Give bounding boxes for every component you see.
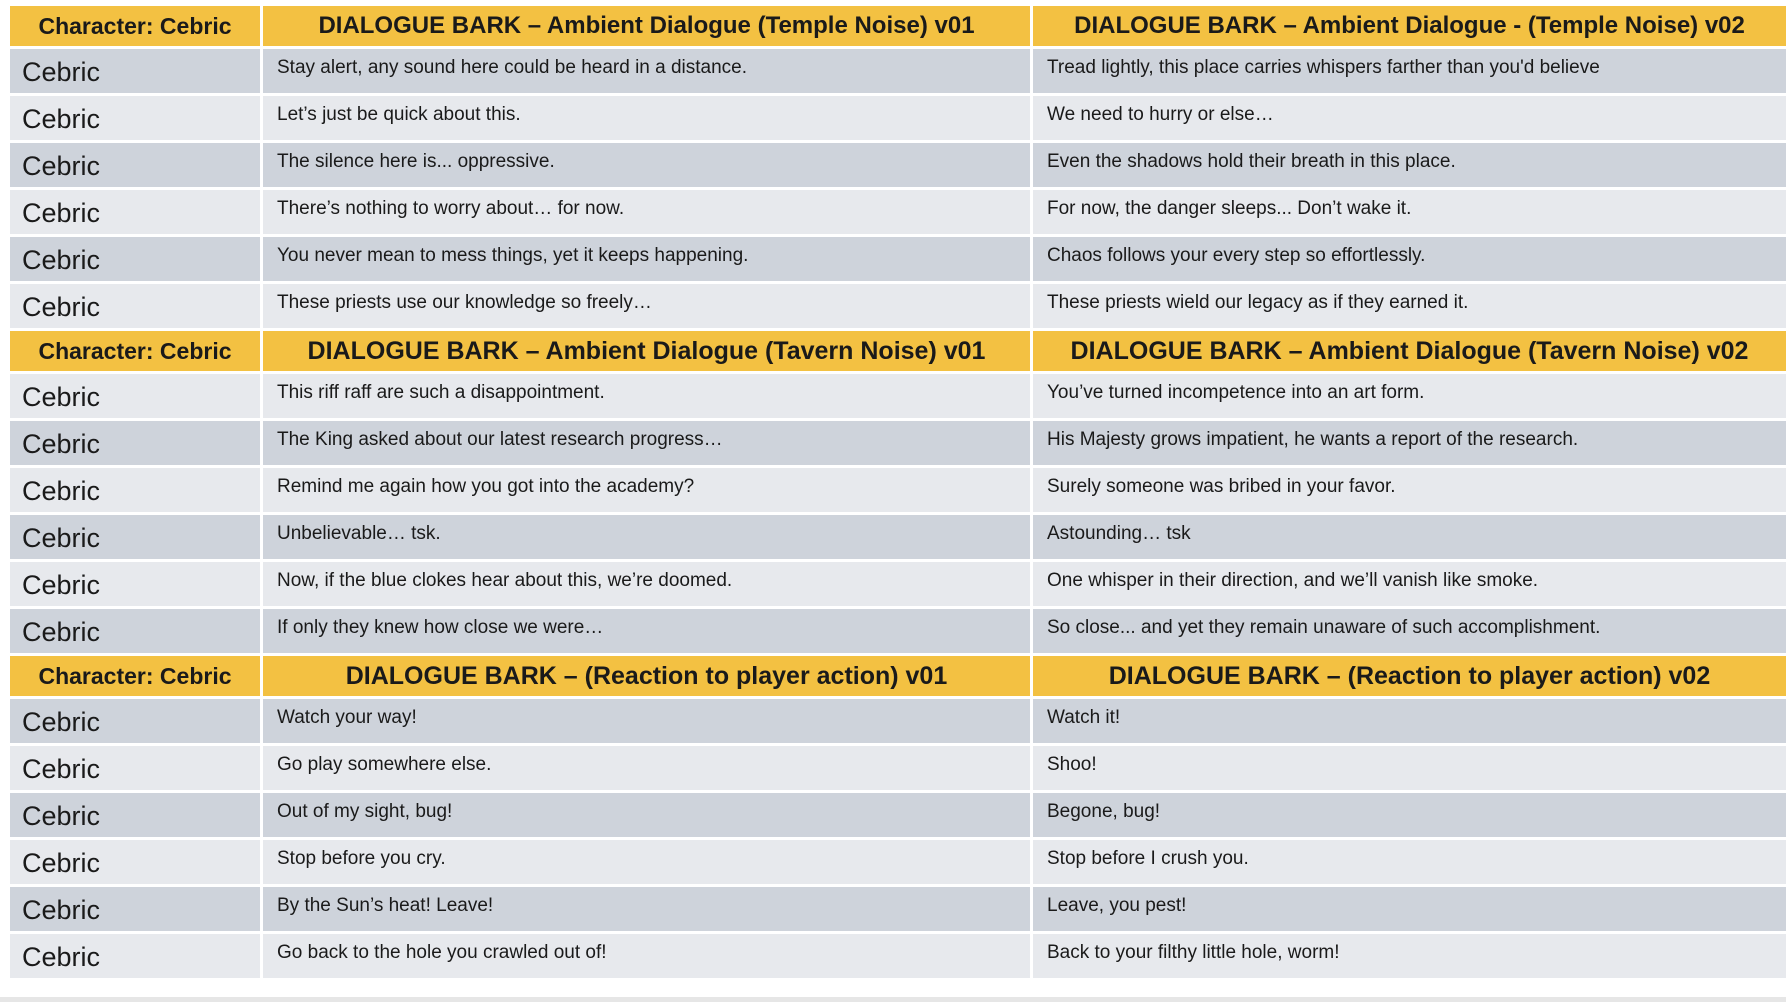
character-cell[interactable]: Cebric (10, 374, 260, 418)
v02-header[interactable]: DIALOGUE BARK – Ambient Dialogue - (Temple Noise) v02 (1033, 6, 1786, 46)
character-cell[interactable]: Cebric (10, 96, 260, 140)
v02-cell[interactable]: We need to hurry or else… (1033, 96, 1786, 140)
table-row (10, 49, 1786, 93)
v02-cell[interactable]: Even the shadows hold their breath in this place. (1033, 143, 1786, 187)
v02-cell[interactable]: Surely someone was bribed in your favor. (1033, 468, 1786, 512)
character-header[interactable]: Character: Cebric (10, 656, 260, 696)
v01-cell[interactable]: Go play somewhere else. (263, 746, 1030, 790)
table-row (10, 468, 1786, 512)
v01-cell[interactable]: The silence here is... oppressive. (263, 143, 1030, 187)
v02-header[interactable]: DIALOGUE BARK – (Reaction to player action) v02 (1033, 656, 1786, 696)
character-cell[interactable]: Cebric (10, 699, 260, 743)
bottom-divider (0, 997, 1786, 1002)
table-row (10, 374, 1786, 418)
v02-cell[interactable]: His Majesty grows impatient, he wants a report of the research. (1033, 421, 1786, 465)
character-cell[interactable]: Cebric (10, 468, 260, 512)
v01-cell[interactable]: There’s nothing to worry about… for now. (263, 190, 1030, 234)
v01-cell[interactable]: Remind me again how you got into the academy? (263, 468, 1030, 512)
section-header-reaction (10, 656, 1786, 696)
character-cell[interactable]: Cebric (10, 284, 260, 328)
v02-header[interactable]: DIALOGUE BARK – Ambient Dialogue (Tavern Noise) v02 (1033, 331, 1786, 371)
v02-cell[interactable]: So close... and yet they remain unaware of such accomplishment. (1033, 609, 1786, 653)
v01-cell[interactable]: The King asked about our latest research progress… (263, 421, 1030, 465)
v01-cell[interactable]: Stop before you cry. (263, 840, 1030, 884)
section-header-temple (10, 6, 1786, 46)
character-cell[interactable]: Cebric (10, 237, 260, 281)
v01-cell[interactable]: Now, if the blue clokes hear about this, we’re doomed. (263, 562, 1030, 606)
v01-header[interactable]: DIALOGUE BARK – (Reaction to player action) v01 (263, 656, 1030, 696)
v01-cell[interactable]: If only they knew how close we were… (263, 609, 1030, 653)
character-cell[interactable]: Cebric (10, 49, 260, 93)
dialogue-bark-sheet (7, 3, 1786, 981)
v01-cell[interactable]: Out of my sight, bug! (263, 793, 1030, 837)
character-cell[interactable]: Cebric (10, 515, 260, 559)
v02-cell[interactable]: These priests wield our legacy as if they earned it. (1033, 284, 1786, 328)
v02-cell[interactable]: One whisper in their direction, and we’ll vanish like smoke. (1033, 562, 1786, 606)
v02-cell[interactable]: Shoo! (1033, 746, 1786, 790)
character-cell[interactable]: Cebric (10, 840, 260, 884)
table-row (10, 840, 1786, 884)
table-row (10, 562, 1786, 606)
v02-cell[interactable]: Tread lightly, this place carries whispers farther than you'd believe (1033, 49, 1786, 93)
v01-cell[interactable]: By the Sun’s heat! Leave! (263, 887, 1030, 931)
table-row (10, 793, 1786, 837)
v02-cell[interactable]: Stop before I crush you. (1033, 840, 1786, 884)
table-row (10, 284, 1786, 328)
v01-cell[interactable]: Unbelievable… tsk. (263, 515, 1030, 559)
character-header[interactable]: Character: Cebric (10, 6, 260, 46)
character-cell[interactable]: Cebric (10, 934, 260, 978)
table-row (10, 887, 1786, 931)
v01-header[interactable]: DIALOGUE BARK – Ambient Dialogue (Tavern Noise) v01 (263, 331, 1030, 371)
table-row (10, 421, 1786, 465)
v02-cell[interactable]: Chaos follows your every step so effortlessly. (1033, 237, 1786, 281)
table-row (10, 934, 1786, 978)
v02-cell[interactable]: Astounding… tsk (1033, 515, 1786, 559)
v01-cell[interactable]: This riff raff are such a disappointment. (263, 374, 1030, 418)
character-cell[interactable]: Cebric (10, 887, 260, 931)
table-row (10, 746, 1786, 790)
character-cell[interactable]: Cebric (10, 421, 260, 465)
table-row (10, 515, 1786, 559)
table-row (10, 190, 1786, 234)
v02-cell[interactable]: You’ve turned incompetence into an art form. (1033, 374, 1786, 418)
character-cell[interactable]: Cebric (10, 609, 260, 653)
character-cell[interactable]: Cebric (10, 190, 260, 234)
v02-cell[interactable]: Leave, you pest! (1033, 887, 1786, 931)
v01-cell[interactable]: These priests use our knowledge so freely… (263, 284, 1030, 328)
v01-cell[interactable]: Let’s just be quick about this. (263, 96, 1030, 140)
section-header-tavern (10, 331, 1786, 371)
v02-cell[interactable]: Begone, bug! (1033, 793, 1786, 837)
character-cell[interactable]: Cebric (10, 562, 260, 606)
table-row (10, 96, 1786, 140)
v02-cell[interactable]: Watch it! (1033, 699, 1786, 743)
v01-cell[interactable]: Watch your way! (263, 699, 1030, 743)
v02-cell[interactable]: Back to your filthy little hole, worm! (1033, 934, 1786, 978)
v01-cell[interactable]: Go back to the hole you crawled out of! (263, 934, 1030, 978)
v01-cell[interactable]: Stay alert, any sound here could be heard in a distance. (263, 49, 1030, 93)
character-cell[interactable]: Cebric (10, 143, 260, 187)
v02-cell[interactable]: For now, the danger sleeps... Don’t wake it. (1033, 190, 1786, 234)
v01-header[interactable]: DIALOGUE BARK – Ambient Dialogue (Temple Noise) v01 (263, 6, 1030, 46)
table-row (10, 237, 1786, 281)
character-cell[interactable]: Cebric (10, 793, 260, 837)
character-cell[interactable]: Cebric (10, 746, 260, 790)
character-header[interactable]: Character: Cebric (10, 331, 260, 371)
table-row (10, 143, 1786, 187)
table-row (10, 699, 1786, 743)
v01-cell[interactable]: You never mean to mess things, yet it keeps happening. (263, 237, 1030, 281)
table-row (10, 609, 1786, 653)
